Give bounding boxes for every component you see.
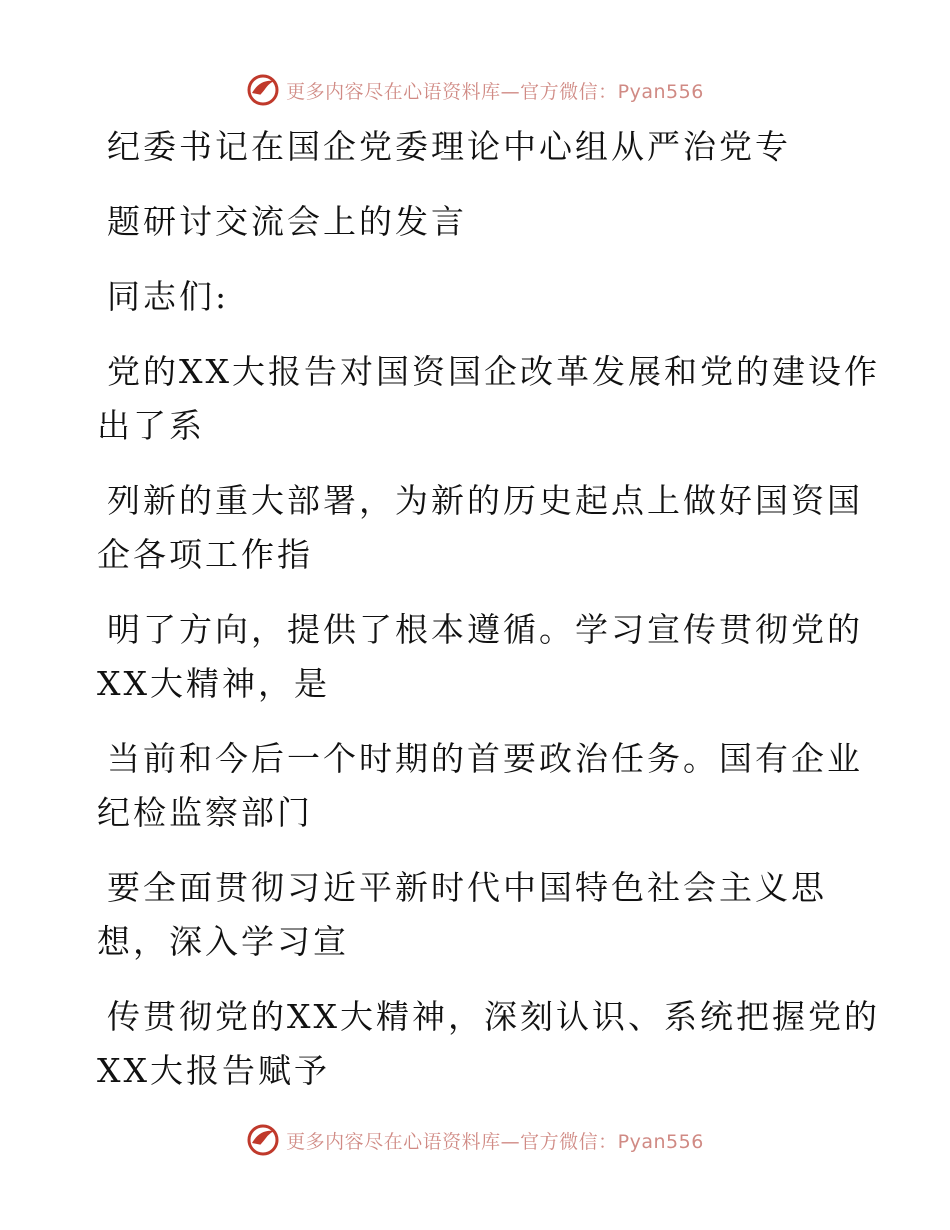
paragraph-line: 出了系 (97, 406, 205, 445)
salutation: 同志们: (107, 277, 230, 316)
footer-watermark (0, 1120, 950, 1160)
paragraph (97, 732, 863, 840)
header-watermark (0, 70, 950, 110)
logo-icon (246, 1123, 280, 1157)
paragraph (97, 861, 857, 969)
paragraph-line: 想，深入学习宣 (97, 922, 349, 961)
paragraph (97, 345, 880, 453)
paragraph-line: XX大精神，是 (97, 664, 330, 703)
paragraph-line: 当前和今后一个时期的首要政治任务。国有企业 (107, 739, 863, 778)
paragraph-line: 党的XX大报告对国资国企改革发展和党的建设作 (107, 352, 880, 391)
paragraph-line: 企各项工作指 (97, 535, 313, 574)
document-title-line-1: 纪委书记在国企党委理论中心组从严治党专 (107, 127, 791, 166)
document-title-line-2: 题研讨交流会上的发言 (107, 202, 467, 241)
paragraph (97, 474, 863, 582)
paragraph-line: XX大报告赋予 (97, 1051, 330, 1090)
banner-text: 更多内容尽在心语资料库—官方微信：Pyan556 (286, 1130, 704, 1153)
paragraph-line: 传贯彻党的XX大精神，深刻认识、系统把握党的 (107, 997, 880, 1036)
banner-text: 更多内容尽在心语资料库—官方微信：Pyan556 (286, 80, 704, 103)
document-body (97, 120, 880, 1098)
paragraph-line: 纪检监察部门 (97, 793, 313, 832)
logo-icon (246, 73, 280, 107)
paragraph-line: 要全面贯彻习近平新时代中国特色社会主义思 (107, 868, 827, 907)
paragraph-line: 列新的重大部署，为新的历史起点上做好国资国 (107, 481, 863, 520)
paragraph (97, 603, 863, 711)
paragraph (97, 990, 880, 1098)
paragraph-line: 明了方向，提供了根本遵循。学习宣传贯彻党的 (107, 610, 863, 649)
